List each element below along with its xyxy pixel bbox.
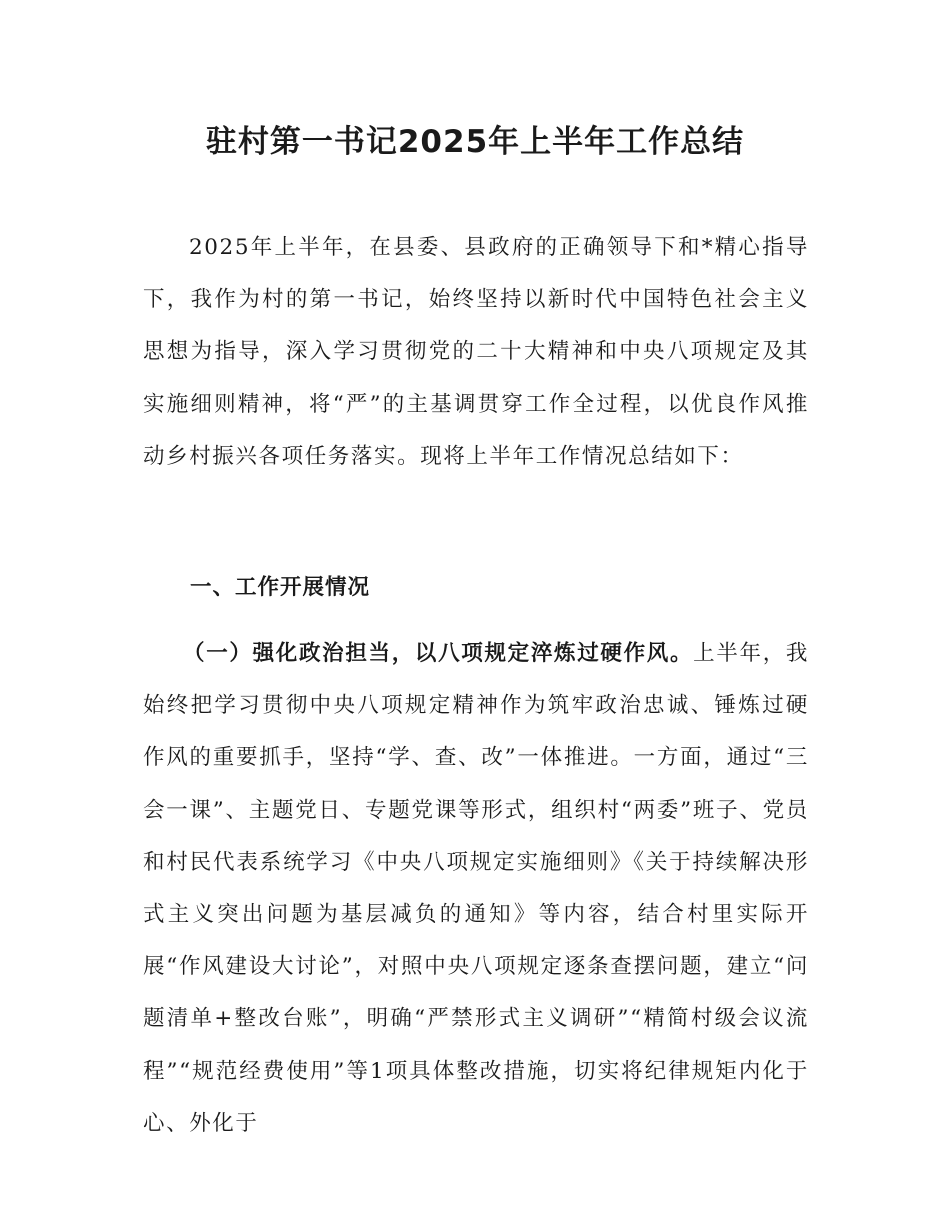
document-title: 驻村第一书记2025年上半年工作总结 xyxy=(205,124,745,160)
section-heading: 一、工作开展情况 xyxy=(190,575,371,600)
intro-paragraph: 2025年上半年，在县委、县政府的正确领导下和*精心指导下，我作为村的第一书记，始终坚持以新时代中国特色社会主义思想为指导，深入学习贯彻党的二十大精神和中央八项规定及其实施细则精神，将“严”的主基调贯穿工作全过程，以优良作风推动乡村振兴各项任务落实。现将上半年工作情况总结如下： xyxy=(143,235,809,469)
subsection-paragraph xyxy=(143,628,809,1150)
subsection-lead: （一）强化政治担当，以八项规定淬炼过硬作风。 xyxy=(183,641,694,666)
subsection-text: 上半年，我始终把学习贯彻中央八项规定精神作为筑牢政治忠诚、锤炼过硬作风的重要抓手，坚持“学、查、改”一体推进。一方面，通过“三会一课”、主题党日、专题党课等形式，组织村“两委”班子、党员和村民代表系统学习《中央八项规定实施细则》《关于持续解决形式主义突出问题为基层减负的通知》等内容，结合村里实际开展“作风建设大讨论”，对照中央八项规定逐条查摆问题，建立“问题清单+整改台账”，明确“严禁形式主义调研”“精简村级会议流程”“规范经费使用”等1项具体整改措施，切实将纪律规矩内化于心、外化于 xyxy=(143,641,809,1136)
